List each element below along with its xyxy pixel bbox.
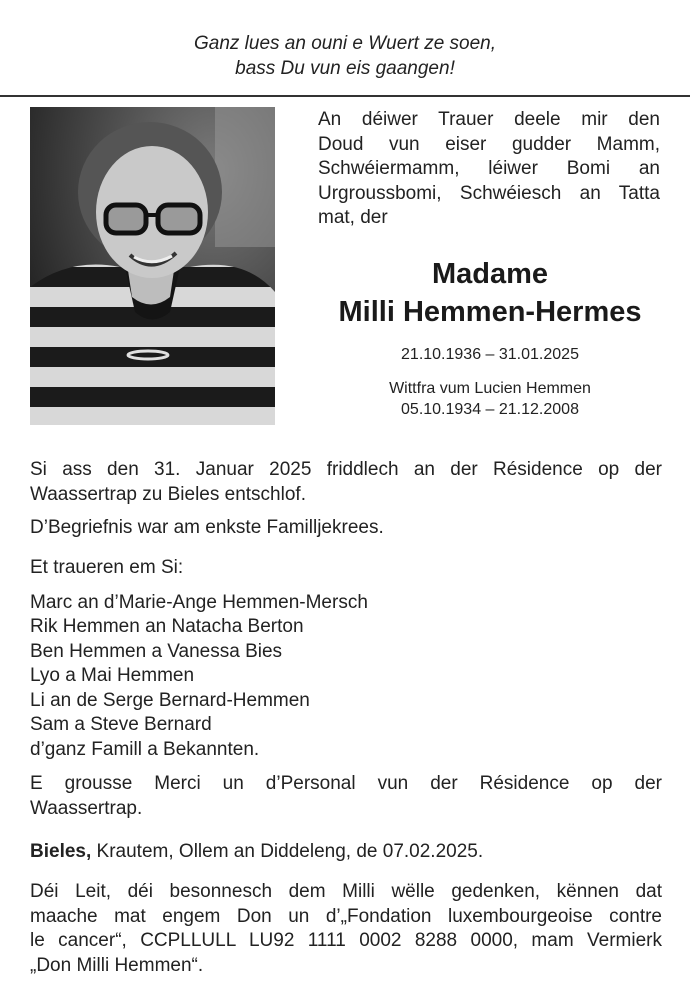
- donation-line-2: maache mat engem Don un d’„Fondation luxembourgeoise contre: [30, 905, 662, 927]
- donation-line-3: le cancer“, CCPLLULL LU92 1111 0002 8288 0000, mam Vermierk: [30, 930, 662, 951]
- place-bold: Bieles,: [30, 841, 92, 862]
- salutation: Madame: [431, 258, 549, 290]
- opening-quote: [0, 31, 690, 81]
- mourner-item: Rik Hemmen an Natacha Berton: [30, 616, 304, 637]
- death-notice: [30, 458, 662, 507]
- deceased-name: Milli Hemmen-Hermes: [338, 296, 642, 328]
- donation-line-4: „Don Milli Hemmen“.: [30, 954, 204, 976]
- widow-line: Wittfra vum Lucien Hemmen: [389, 380, 591, 397]
- thanks-line-1: E grousse Merci un d’Personal vun der Résidence op der: [30, 773, 662, 794]
- intro-line-5: mat, der: [318, 207, 388, 228]
- intro-line-2: Doud vun eiser gudder Mamm,: [318, 133, 660, 155]
- mourner-item: Sam a Steve Bernard: [30, 714, 212, 735]
- mourners-heading: Et traueren em Si:: [30, 557, 184, 578]
- mourner-item: d’ganz Famill a Bekannten.: [30, 738, 260, 760]
- quote-line-1: Ganz lues an ouni e Wuert ze soen,: [193, 33, 497, 54]
- deceased-name-block: [300, 255, 680, 331]
- place-date: [30, 840, 662, 865]
- portrait-image: [30, 107, 275, 425]
- widow-info: [300, 378, 680, 420]
- life-dates: [300, 344, 680, 365]
- death-line-2: Waassertrap zu Bieles entschlof.: [30, 483, 306, 505]
- portrait-photo: [30, 107, 275, 425]
- widow-dates: 05.10.1934 – 21.12.2008: [401, 401, 579, 418]
- mourner-item: Li an de Serge Bernard-Hemmen: [30, 689, 310, 711]
- divider-rule: [0, 95, 690, 97]
- announcement-text: [318, 108, 660, 231]
- intro-line-1: An déiwer Trauer deele mir den: [318, 109, 660, 130]
- place-rest: Krautem, Ollem an Diddeleng, de 07.02.2025.: [91, 841, 484, 862]
- deceased-dates: 21.10.1936 – 31.01.2025: [401, 346, 579, 363]
- mourners-section: [30, 556, 662, 762]
- mourner-item: Ben Hemmen a Vanessa Bies: [30, 640, 283, 662]
- death-line-1: Si ass den 31. Januar 2025 friddlech an der Résidence op der: [30, 459, 662, 480]
- funeral-note: [30, 516, 662, 541]
- intro-line-4: Urgroussbomi, Schwéiesch an Tatta: [318, 182, 660, 204]
- intro-line-3: Schwéiermamm, léiwer Bomi an: [318, 158, 660, 179]
- quote-line-2: bass Du vun eis gaangen!: [235, 58, 455, 79]
- funeral-text: D’Begriefnis war am enkste Familljekrees.: [30, 517, 384, 538]
- donation-note: [30, 880, 662, 978]
- donation-line-1: Déi Leit, déi besonnesch dem Milli wëlle gedenken, kënnen dat: [30, 881, 662, 902]
- mourner-item: Marc an d’Marie-Ange Hemmen-Mersch: [30, 591, 368, 613]
- mourner-item: Lyo a Mai Hemmen: [30, 665, 195, 686]
- thanks-line-2: Waassertrap.: [30, 797, 143, 819]
- thanks-note: [30, 772, 662, 821]
